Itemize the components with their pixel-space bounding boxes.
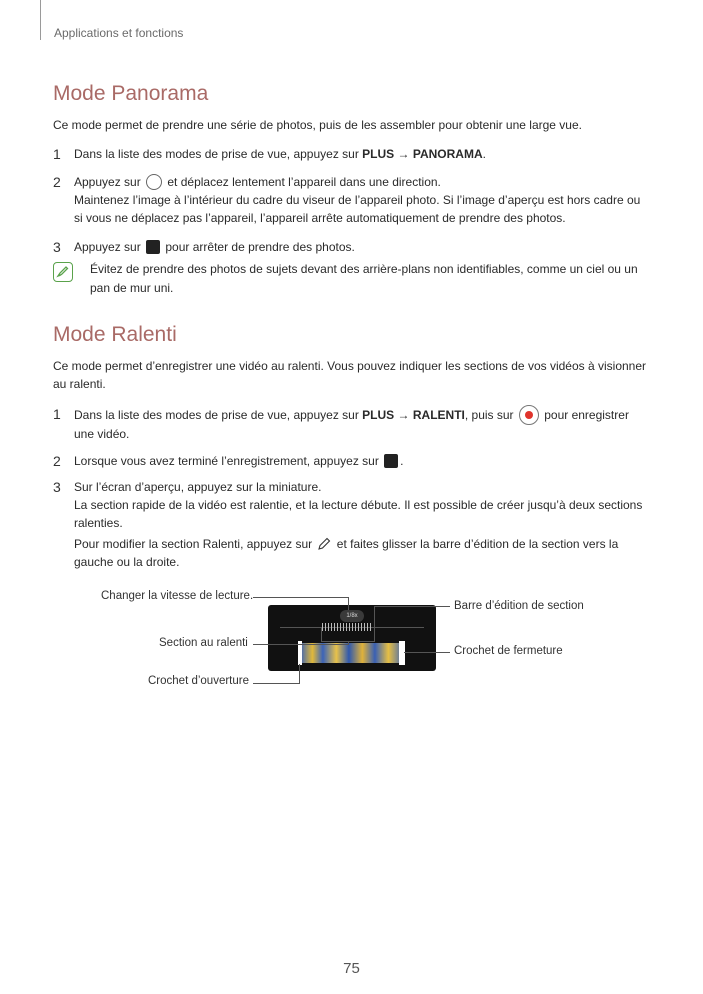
header-divider [40,0,41,40]
step-number: 3 [53,479,61,495]
callout-line-editbar-drop [374,606,375,641]
panorama-heading: Mode Panorama [53,82,209,105]
label-slow-section: Section au ralenti [159,637,248,649]
arrow-glyph: → [394,147,413,161]
label-start-bracket: Crochet d’ouverture [148,675,249,687]
callout-line-slow-drop [348,641,349,645]
step-detail-text-end: et faites glisser la barre d’édition de la section vers la gauche ou la droite. [74,537,619,569]
callout-line-start-bracket [253,683,300,684]
callout-line-start-drop [299,664,300,684]
step-number: 2 [53,453,61,469]
thumbnail-strip [300,643,404,663]
running-header: Applications et fonctions [54,26,184,40]
step-text: Appuyez sur [74,240,145,254]
label-end-bracket: Crochet de fermeture [454,645,563,657]
step-text-end: . [482,147,486,161]
step-text: Dans la liste des modes de prise de vue, appuyez sur [74,408,363,422]
step-number: 3 [53,239,61,255]
callout-line-speed-drop [348,597,349,610]
step-number: 1 [53,406,61,422]
step-number: 2 [53,174,61,190]
step-detail: La section rapide de la vidéo est ralentie, et la lecture débute. Il est possible de créer jusqu’à deux sections ralenties. [74,498,643,530]
pencil-icon [317,537,331,551]
step-text-end: pour enregistrer une vidéo. [74,408,629,441]
step-text: Lorsque vous avez terminé l’enregistrement, appuyez sur [74,454,383,468]
step-text-mid: , puis sur [464,408,517,422]
speed-badge[interactable]: 1/8x [340,610,364,622]
end-bracket-handle[interactable] [399,641,405,665]
shutter-button-icon [146,174,162,190]
section-edit-bar[interactable] [322,623,372,631]
callout-line-end-bracket [404,652,450,653]
note-text: Évitez de prendre des photos de sujets devant des arrière-plans non identifiables, comme un ciel ou un pan de mur uni. [90,262,638,295]
step-detail: Maintenez l’image à l’intérieur du cadre du viseur de l’appareil photo. Si l’image d’aperçu est hors cadre ou si vous ne déplacez pas l’appareil, l’appareil arrête automatiquement de prendre des photos. [74,193,641,225]
callout-line-speed [253,597,348,598]
label-speed: Changer la vitesse de lecture. [101,590,254,602]
ralenti-heading: Mode Ralenti [53,323,177,346]
record-button-icon [519,405,539,425]
stop-square-icon [146,240,160,254]
callout-line-slow-section [253,644,348,645]
page-number: 75 [343,960,360,977]
menu-plus: PLUS [362,147,395,161]
menu-plus: PLUS [362,408,395,422]
step-text: Appuyez sur [74,175,145,189]
panorama-intro: Ce mode permet de prendre une série de photos, puis de les assembler pour obtenir une large vue. [53,118,582,132]
callout-line-editbar [374,606,450,607]
callout-line-editbar-left [321,628,322,642]
step-text: Sur l’écran d’aperçu, appuyez sur la miniature. [74,480,322,494]
note-icon [53,262,73,282]
arrow-glyph: → [394,408,413,422]
step-text: Dans la liste des modes de prise de vue, appuyez sur [74,147,363,161]
step-detail-text: Pour modifier la section Ralenti, appuyez sur [74,537,316,551]
step-text-end: et déplacez lentement l’appareil dans une direction. [164,175,441,189]
slow-motion-editor-screenshot [268,605,436,671]
label-edit-bar: Barre d’édition de section [454,600,584,612]
menu-ralenti: RALENTI [412,408,465,422]
step-text-end: pour arrêter de prendre des photos. [162,240,355,254]
menu-panorama: PANORAMA [412,147,483,161]
step-number: 1 [53,146,61,162]
ralenti-intro: Ce mode permet d’enregistrer une vidéo au ralenti. Vous pouvez indiquer les sections de vos vidéos à visionner au ralenti. [53,359,647,391]
stop-square-icon [384,454,398,468]
step-text-end: . [400,454,404,468]
